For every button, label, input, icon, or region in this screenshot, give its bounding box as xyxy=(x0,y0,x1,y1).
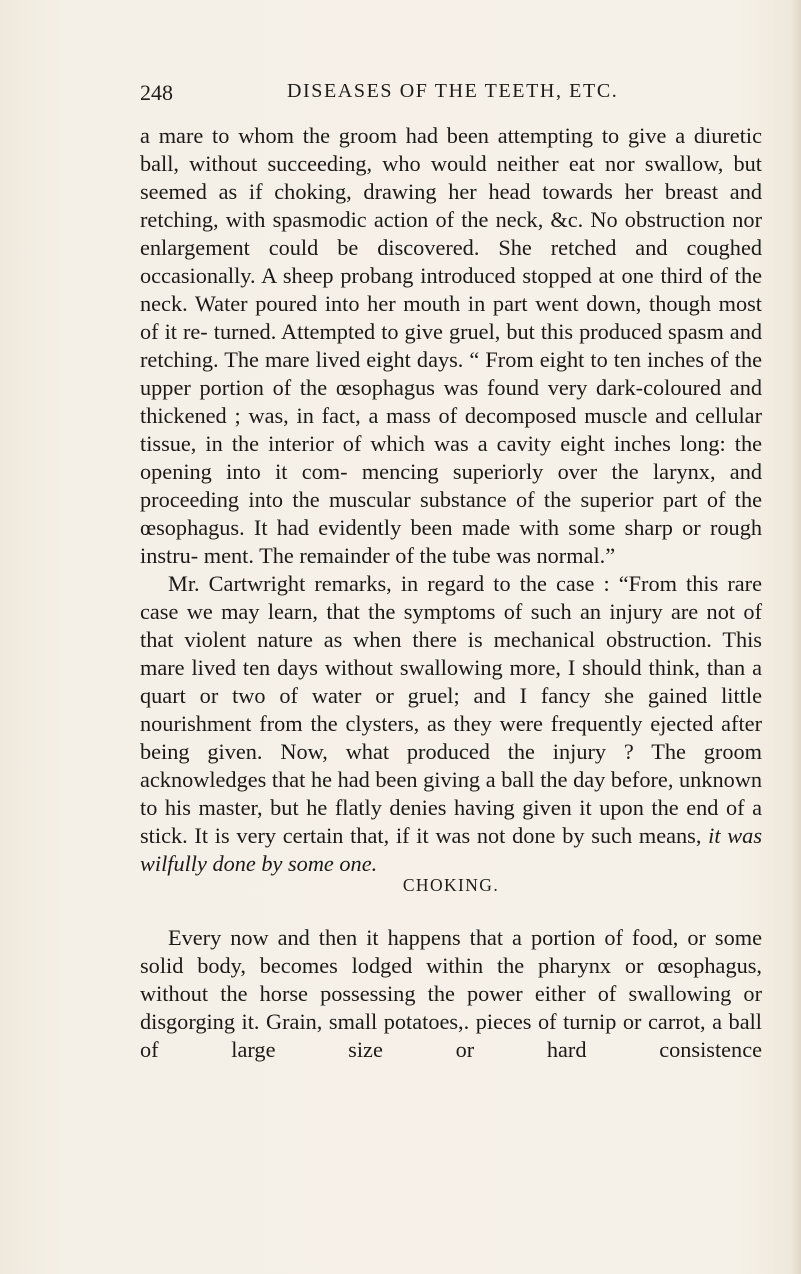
paragraph-choking-intro: Every now and then it happens that a portion of food, or some solid body, becomes lodged within the pharynx or œsophagus, without the horse possessing the power either of swallowing or disgorging it. Grain, small potatoes,. pieces of turnip or carrot, a ball of large size or hard consistence xyxy=(140,925,762,1062)
paragraph-case-description: a mare to whom the groom had been attempting to give a diuretic ball, without succeeding, who would neither eat nor swallow, but seemed as if choking, drawing her head towards her breast and retching, with spasmodic action of the neck, &c. No obstruction nor enlargement could be discovered. She retched and coughed occasionally. A sheep probang introduced stopped at one third of the neck. Water poured into her mouth in part went down, though most of it re- turned. Attempted to give gruel, but this produced spasm and retching. The mare lived eight days. “ From eight to ten inches of the upper portion of the œsophagus was found very dark-coloured and thickened ; was, in fact, a mass of decomposed muscle and cellular tissue, in the interior of which was a cavity eight inches long: the opening into it com- mencing superiorly over the larynx, and proceeding into the muscular substance of the superior part of the œsophagus. It had evidently been made with some sharp or rough instru- ment. The remainder of the tube was normal.” xyxy=(140,123,762,568)
section-text-block xyxy=(140,924,762,1064)
page-number: 248 xyxy=(140,80,173,105)
paragraph-cartwright-italic: it was wilfully done by some one. xyxy=(140,823,762,876)
page-edge-shadow xyxy=(791,0,801,1274)
running-title: DISEASES OF THE TEETH, ETC. xyxy=(287,80,619,102)
section-heading-choking: CHOKING. xyxy=(402,875,500,895)
running-header xyxy=(140,80,760,110)
paragraph-cartwright-remarks xyxy=(140,570,762,878)
main-text-block xyxy=(140,122,762,878)
paragraph-cartwright-text: Mr. Cartwright remarks, in regard to the case : “From this rare case we may learn, that the symptoms of such an injury are not of that violent nature as when there is mechanical obstruction. This mare lived ten days without swallowing more, I should think, than a quart or two of water or gruel; and I fancy she gained little nourishment from the clysters, as they were frequently ejected after being given. Now, what produced the injury ? The groom acknowledges that he had been giving a ball the day before, unknown to his master, but he flatly denies having given it upon the end of a stick. It is very certain that, if it was not done by such means, xyxy=(140,571,762,848)
